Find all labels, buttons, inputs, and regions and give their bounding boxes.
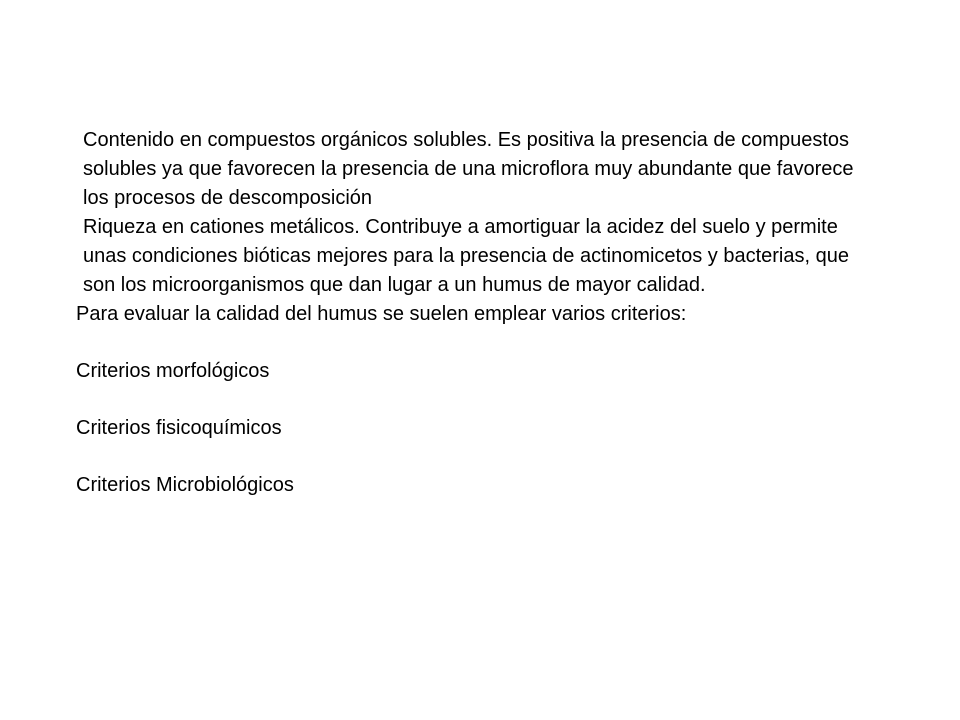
paragraph-criteria-intro: Para evaluar la calidad del humus se suelen emplear varios criterios: xyxy=(76,303,687,325)
criteria-item-morphological: Criterios morfológicos xyxy=(76,360,270,382)
slide-text-block xyxy=(76,126,876,500)
blank-line xyxy=(76,443,876,471)
paragraph-organic-compounds: Contenido en compuestos orgánicos solubles. Es positiva la presencia de compuestos solubles ya que favorecen la presencia de una microflora muy abundante que favorece los procesos de descomposición xyxy=(83,129,854,209)
blank-line xyxy=(76,329,876,357)
criteria-item-microbiological: Criterios Microbiológicos xyxy=(76,474,294,496)
criteria-item-physicochemical: Criterios fisicoquímicos xyxy=(76,417,282,439)
blank-line xyxy=(76,386,876,414)
paragraph-metal-cations: Riqueza en cationes metálicos. Contribuye a amortiguar la acidez del suelo y permite unas condiciones bióticas mejores para la presencia de actinomicetos y bacterias, que son los microorganismos que dan lugar a un humus de mayor calidad. xyxy=(83,216,849,296)
